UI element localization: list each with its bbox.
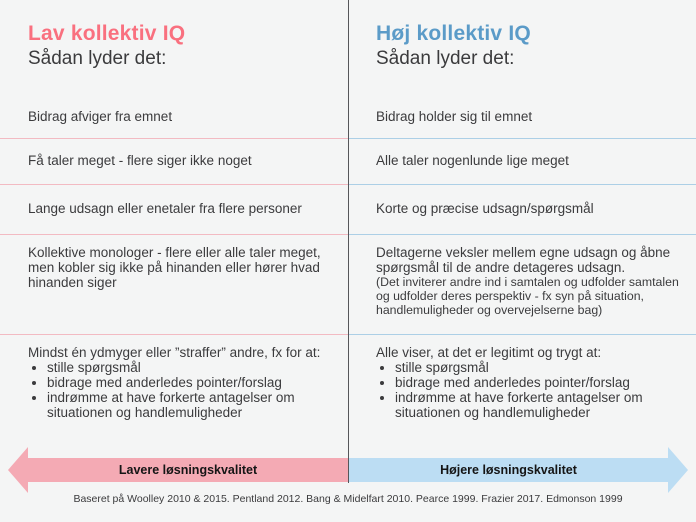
right-row-2: Alle taler nogenlunde lige meget (376, 153, 569, 168)
vertical-divider (348, 0, 349, 483)
right-row-separator (349, 184, 696, 185)
bullet-item: • bidrage med anderledes pointer/forslag (395, 375, 690, 390)
left-row-5-heading: Mindst én ydmyger eller ”straffer” andre, fx for at: (28, 345, 321, 360)
left-row-2: Få taler meget - flere siger ikke noget (28, 153, 252, 168)
left-column-title: Lav kollektiv IQ (28, 22, 186, 45)
footnote-sources: Baseret på Woolley 2010 & 2015. Pentland 2012. Bang & Midelfart 2010. Pearce 1999. Frazier 2017. Edmonson 1999 (73, 493, 623, 505)
right-row-5 (376, 345, 690, 420)
right-column-subtitle: Sådan lyder det: (376, 48, 515, 69)
right-row-4 (376, 245, 690, 317)
right-arrow (349, 458, 668, 482)
left-arrow (28, 458, 348, 482)
right-column-title: Høj kollektiv IQ (376, 22, 531, 45)
bullet-item: • indrømme at have forkerte antagelser om situationen og handlemuligheder (395, 390, 690, 420)
left-row-4: Kollektive monologer - flere eller alle taler meget, men kobler sig ikke på hinanden eller hører hvad hinanden siger (28, 245, 321, 290)
left-arrow-label: Lavere løsningskvalitet (118, 463, 258, 477)
right-row-separator (349, 138, 696, 139)
left-row-5-bullet-list (28, 360, 328, 420)
right-row-separator (349, 234, 696, 235)
right-row-4-note: (Det inviterer andre ind i samtalen og udfolder samtalen og udfolder deres perspektiv - fx syn på situation, handlemuligheder og overvejelserne bag) (376, 275, 679, 317)
left-row-separator (0, 184, 348, 185)
right-row-5-bullet-list (376, 360, 690, 420)
left-arrow-head-icon (8, 447, 28, 493)
left-row-5 (28, 345, 328, 420)
right-row-5-heading: Alle viser, at det er legitimt og trygt at: (376, 345, 602, 360)
left-row-3: Lange udsagn eller enetaler fra flere personer (28, 201, 302, 216)
bullet-item: • stille spørgsmål (395, 360, 690, 375)
right-arrow-label: Højere løsningskvalitet (440, 463, 577, 477)
right-row-1: Bidrag holder sig til emnet (376, 109, 533, 124)
left-row-separator (0, 138, 348, 139)
right-row-3: Korte og præcise udsagn/spørgsmål (376, 201, 594, 216)
right-row-separator (349, 334, 696, 335)
bullet-item: • stille spørgsmål (47, 360, 328, 375)
bullet-item: • bidrage med anderledes pointer/forslag (47, 375, 328, 390)
left-row-separator (0, 334, 348, 335)
right-arrow-head-icon (668, 447, 688, 493)
right-row-4-main: Deltagerne veksler mellem egne udsagn og åbne spørgsmål til de andre detageres udsagn. (376, 245, 671, 275)
left-row-separator (0, 234, 348, 235)
left-row-1: Bidrag afviger fra emnet (28, 109, 173, 124)
bullet-item: • indrømme at have forkerte antagelser om situationen og handlemuligheder (47, 390, 328, 420)
left-column-subtitle: Sådan lyder det: (28, 48, 167, 69)
